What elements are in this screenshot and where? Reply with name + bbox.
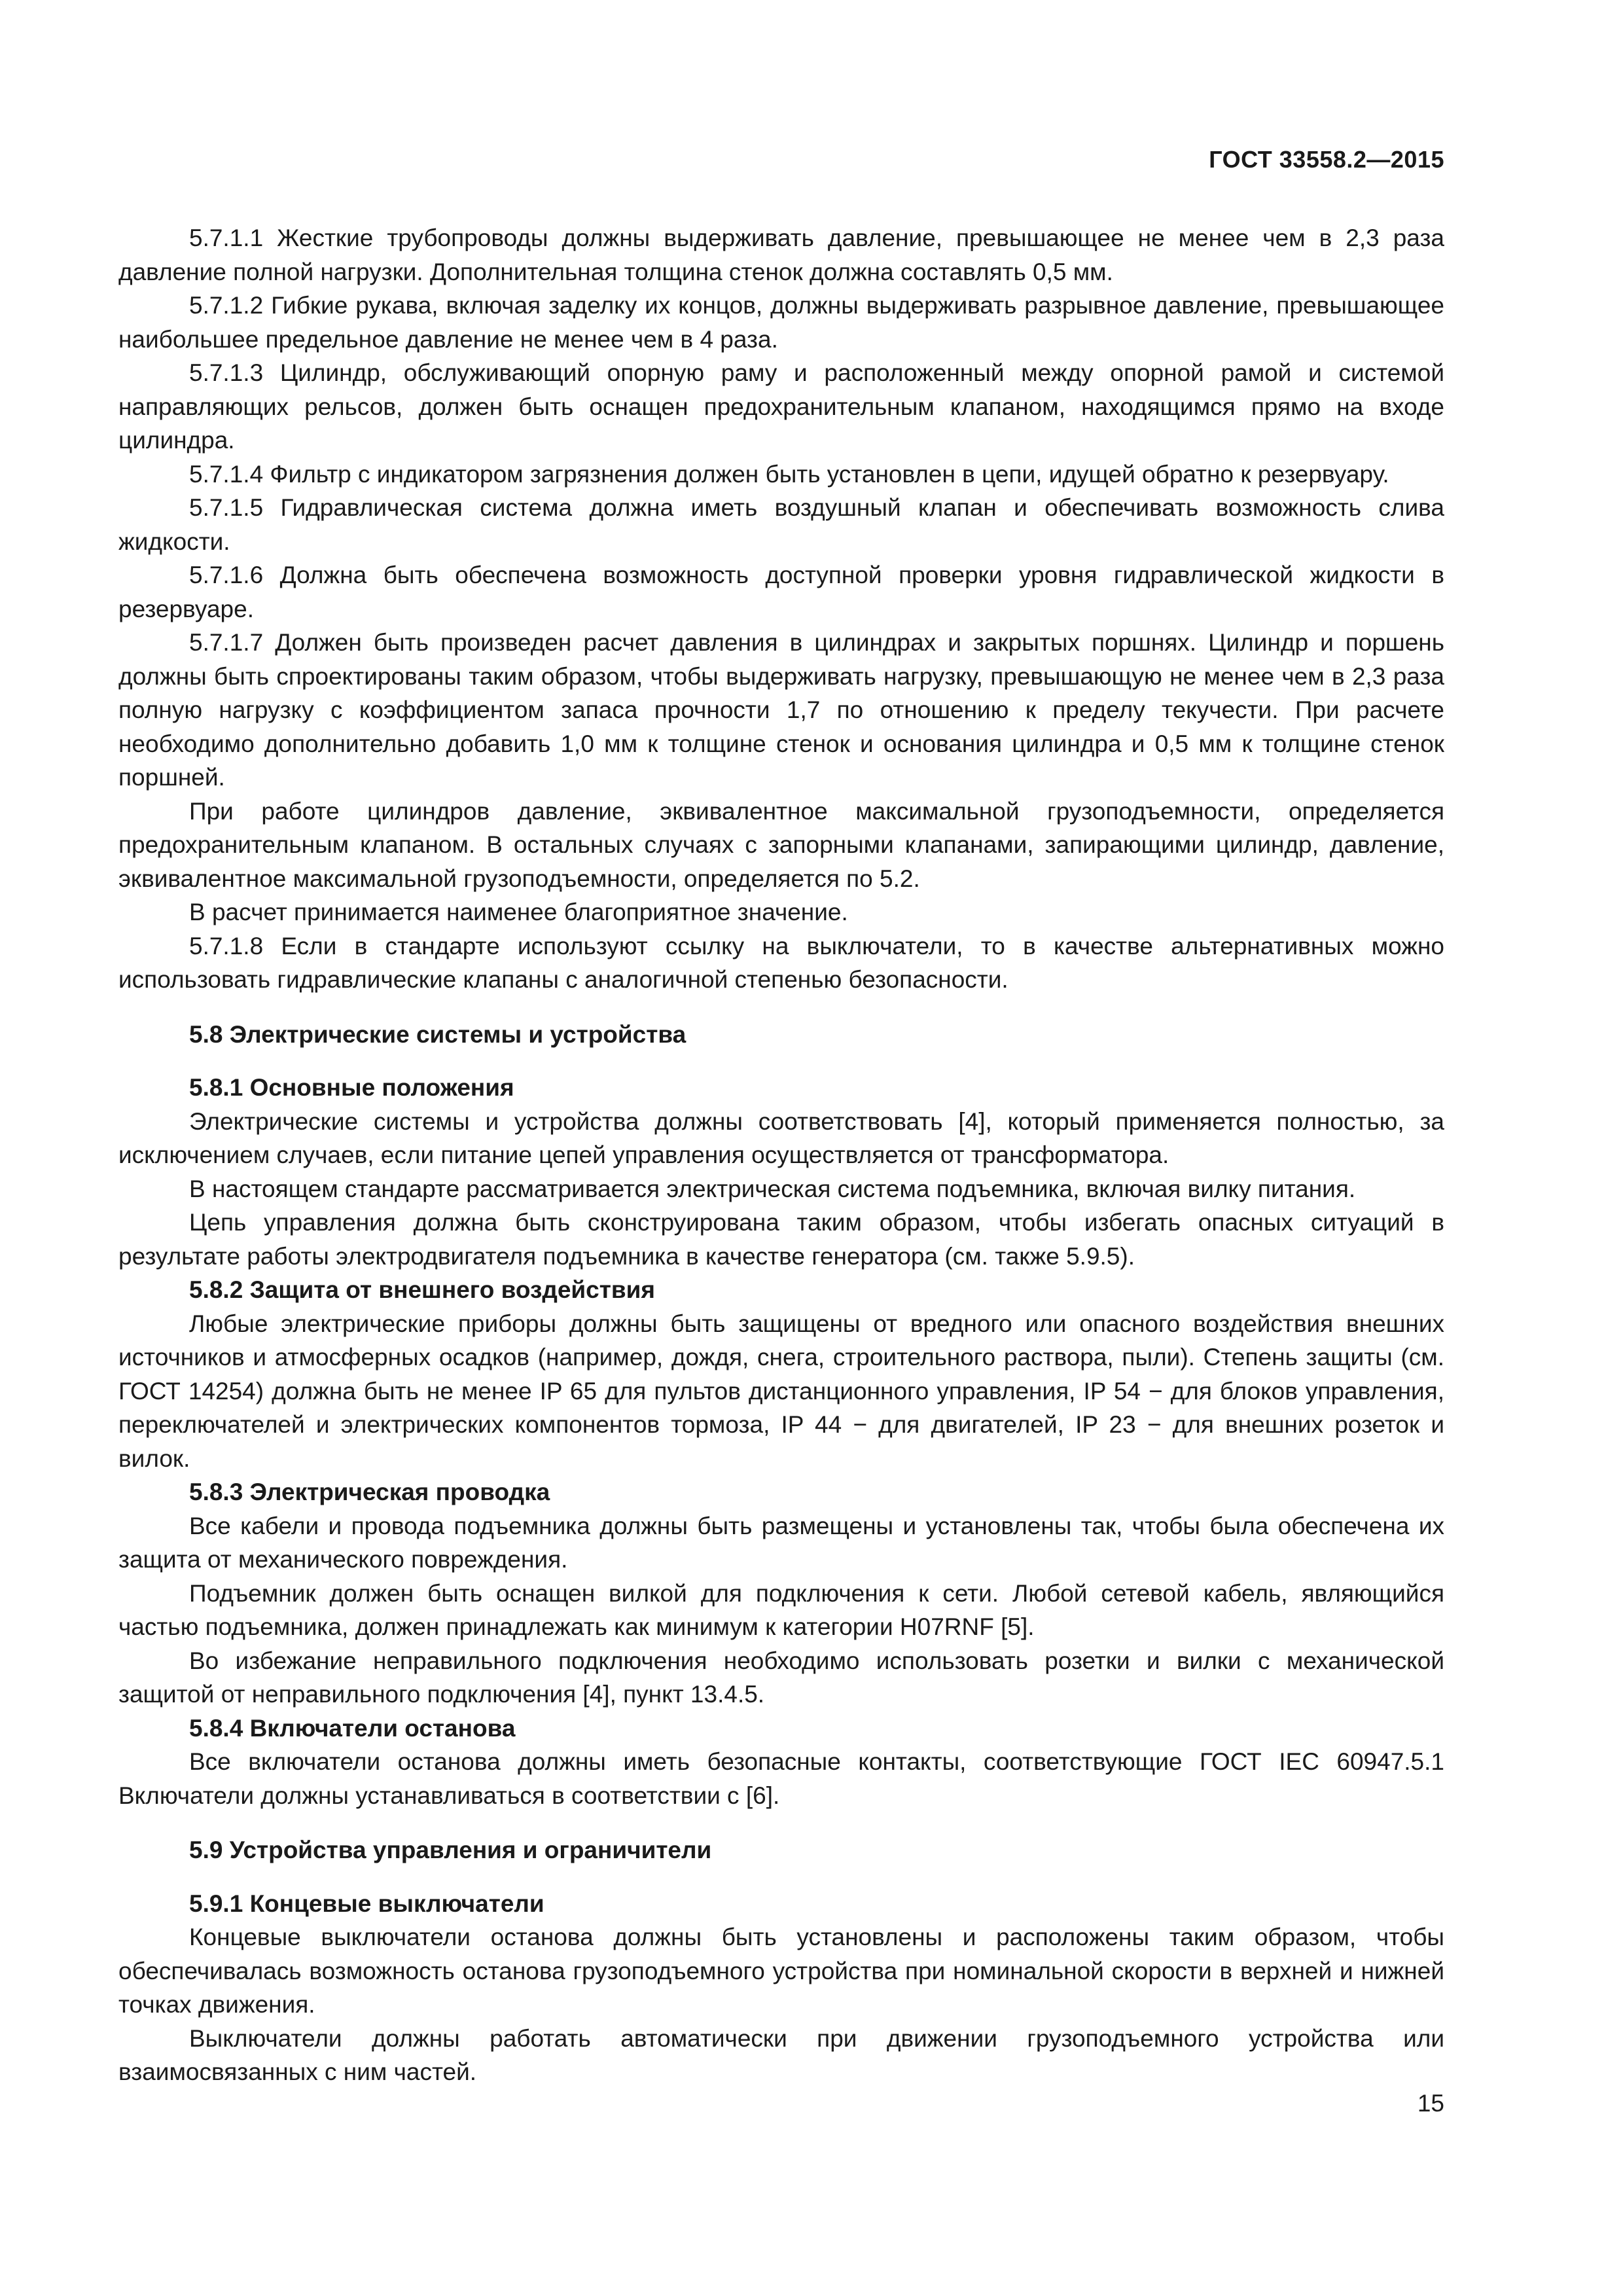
paragraph: 5.7.1.3 Цилиндр, обслуживающий опорную раму и расположенный между опорной рамой и системой направляющих рельсов, должен быть оснащен предохранительным клапаном, находящимся прямо на входе цилиндра. bbox=[118, 359, 1444, 454]
paragraph: В расчет принимается наименее благоприятное значение. bbox=[189, 899, 848, 925]
subsection-heading: 5.8.4 Включатели останова bbox=[189, 1714, 516, 1742]
page-number: 15 bbox=[1417, 2090, 1444, 2117]
paragraph: Любые электрические приборы должны быть защищены от вредного или опасного воздействия внешних источников и атмосферных осадков (например, дождя, снега, строительного раствора, пыли). Степень защиты (см. ГОСТ 14254) должна быть не менее IP 65 для пультов дистанционного управления, IP 54 − для блоков управления, переключателей и электрических компонентов тормоза, IP 44 − для двигателей, IP 23 − для внешних розеток и вилок. bbox=[118, 1310, 1444, 1472]
subsection-heading: 5.8.3 Электрическая проводка bbox=[189, 1479, 550, 1505]
subsection-heading: 5.9.1 Концевые выключатели bbox=[189, 1890, 544, 1917]
paragraph: 5.7.1.7 Должен быть произведен расчет давления в цилиндрах и закрытых поршнях. Цилиндр и поршень должны быть спроектированы таким образом, чтобы выдерживать нагрузку, превышающую не менее чем в 2,3 раза полную нагрузку с коэффициентом запаса прочности 1,7 по отношению к пределу текучести. При расчете необходимо дополнительно добавить 1,0 мм к толщине стенок и основания цилиндра и 0,5 мм к толщине стенок поршней. bbox=[118, 629, 1444, 791]
paragraph: Все включатели останова должны иметь безопасные контакты, соответствующие ГОСТ IEC 60947.5.1 Включатели должны устанавливаться в соответствии с [6]. bbox=[118, 1748, 1444, 1809]
paragraph: 5.7.1.1 Жесткие трубопроводы должны выдерживать давление, превышающее не менее чем в 2,3 раза давление полной нагрузки. Дополнительная толщина стенок должна составлять 0,5 мм. bbox=[118, 224, 1444, 285]
paragraph: Цепь управления должна быть сконструирована таким образом, чтобы избегать опасных ситуаций в результате работы электродвигателя подъемника в качестве генератора (см. также 5.9.5). bbox=[118, 1209, 1444, 1270]
section-heading: 5.8 Электрические системы и устройства bbox=[189, 1020, 687, 1048]
paragraph: 5.7.1.2 Гибкие рукава, включая заделку их концов, должны выдерживать разрывное давление, превышающее наибольшее предельное давление не менее чем в 4 раза. bbox=[118, 292, 1444, 353]
document-body bbox=[118, 221, 1444, 2089]
paragraph: 5.7.1.4 Фильтр с индикатором загрязнения должен быть установлен в цепи, идущей обратно к резервуару. bbox=[189, 460, 1389, 488]
subsection-heading: 5.8.2 Защита от внешнего воздействия bbox=[189, 1276, 655, 1303]
paragraph: Все кабели и провода подъемника должны быть размещены и установлены так, чтобы была обеспечена их защита от механического повреждения. bbox=[118, 1512, 1444, 1573]
paragraph: При работе цилиндров давление, эквивалентное максимальной грузоподъемности, определяется предохранительным клапаном. В остальных случаях с запорными клапанами, запирающими цилиндр, давление, эквивалентное максимальной грузоподъемности, определяется по 5.2. bbox=[118, 797, 1444, 892]
paragraph: Выключатели должны работать автоматически при движении грузоподъемного устройства или взаимосвязанных с ним частей. bbox=[118, 2024, 1444, 2085]
subsection-heading: 5.8.1 Основные положения bbox=[189, 1074, 514, 1101]
paragraph: Концевые выключатели останова должны быть установлены и расположены таким образом, чтобы обеспечивалась возможность останова грузоподъемного устройства при номинальной скорости в верхней и нижней точках движения. bbox=[118, 1924, 1444, 2018]
paragraph: 5.7.1.8 Если в стандарте используют ссылку на выключатели, то в качестве альтернативных можно использовать гидравлические клапаны с аналогичной степенью безопасности. bbox=[118, 932, 1444, 993]
paragraph: Подъемник должен быть оснащен вилкой для подключения к сети. Любой сетевой кабель, являющийся частью подъемника, должен принадлежать как минимум к категории H07RNF [5]. bbox=[118, 1579, 1444, 1640]
paragraph: В настоящем стандарте рассматривается электрическая система подъемника, включая вилку питания. bbox=[189, 1175, 1356, 1202]
paragraph: 5.7.1.6 Должна быть обеспечена возможность доступной проверки уровня гидравлической жидкости в резервуаре. bbox=[118, 562, 1444, 622]
standard-designation: ГОСТ 33558.2—2015 bbox=[1209, 146, 1444, 173]
paragraph: Во избежание неправильного подключения необходимо использовать розетки и вилки с механической защитой от неправильного подключения [4], пункт 13.4.5. bbox=[118, 1647, 1444, 1708]
section-heading: 5.9 Устройства управления и ограничители bbox=[189, 1837, 712, 1863]
paragraph: Электрические системы и устройства должны соответствовать [4], который применяется полностью, за исключением случаев, если питание цепей управления осуществляется от трансформатора. bbox=[118, 1107, 1444, 1168]
paragraph: 5.7.1.5 Гидравлическая система должна иметь воздушный клапан и обеспечивать возможность слива жидкости. bbox=[118, 494, 1444, 555]
